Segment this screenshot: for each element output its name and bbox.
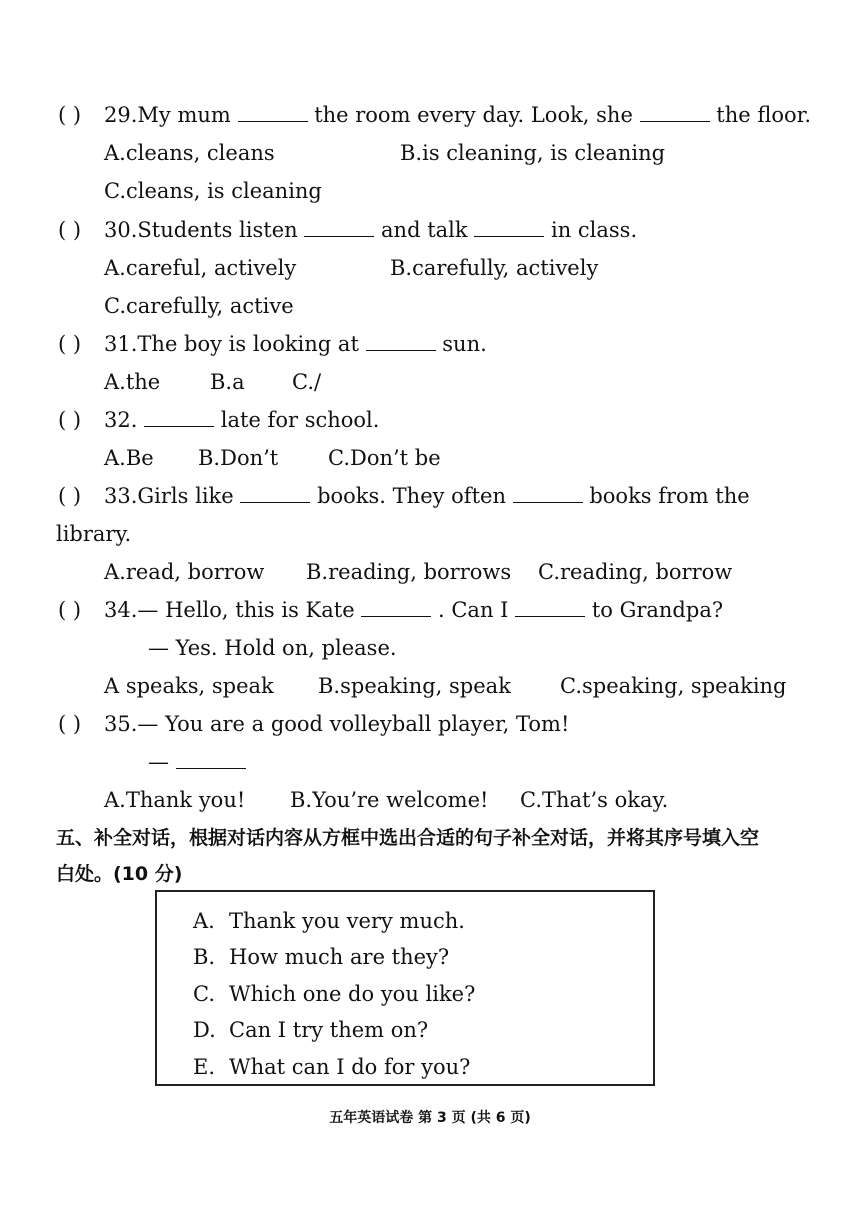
option-a: A.read, borrow xyxy=(104,560,265,584)
option-c: C./ xyxy=(292,370,322,394)
options-row xyxy=(0,136,860,170)
question-34-reply xyxy=(0,631,860,665)
box-option-text: How much are they? xyxy=(229,945,450,969)
box-option-c xyxy=(193,977,475,1011)
question-35 xyxy=(0,707,860,741)
box-option-text: What can I do for you? xyxy=(229,1055,471,1079)
question-stem: — Hello, this is Kate xyxy=(137,598,355,622)
options-row xyxy=(0,251,860,285)
answer-blank xyxy=(515,596,585,617)
box-option-letter: C. xyxy=(193,982,215,1006)
box-option-text: Can I try them on? xyxy=(229,1018,429,1042)
question-stem: . Can I xyxy=(438,598,509,622)
question-stem: library. xyxy=(56,522,132,546)
option-a: A.Thank you! xyxy=(104,788,246,812)
question-stem: the room every day. Look, she xyxy=(314,103,633,127)
question-stem: Students listen xyxy=(137,218,298,242)
box-option-text: Thank you very much. xyxy=(229,909,465,933)
question-number: 29. xyxy=(104,103,138,127)
question-35-reply xyxy=(0,745,860,779)
option-b: B.reading, borrows xyxy=(306,560,512,584)
answer-blank xyxy=(361,596,431,617)
box-option-text: Which one do you like? xyxy=(229,982,476,1006)
answer-bracket: ( ) xyxy=(58,484,82,508)
box-option-e xyxy=(193,1050,470,1084)
box-option-letter: A. xyxy=(193,909,215,933)
option-c: C.cleans, is cleaning xyxy=(104,179,322,203)
option-a: A speaks, speak xyxy=(104,674,274,698)
answer-bracket: ( ) xyxy=(58,332,82,356)
box-option-b xyxy=(193,940,449,974)
box-option-letter: D. xyxy=(193,1018,216,1042)
options-row xyxy=(0,555,860,589)
question-stem: the floor. xyxy=(716,103,812,127)
answer-blank xyxy=(304,216,374,237)
question-stem: and talk xyxy=(381,218,468,242)
question-stem: — Yes. Hold on, please. xyxy=(148,636,397,660)
answer-blank xyxy=(640,101,710,122)
question-34 xyxy=(0,593,860,627)
options-row xyxy=(0,441,860,475)
answer-blank xyxy=(474,216,544,237)
question-stem: to Grandpa? xyxy=(591,598,724,622)
answer-blank xyxy=(176,748,246,769)
option-a: A.the xyxy=(104,370,161,394)
option-a: A.careful, actively xyxy=(104,256,297,280)
answer-bracket: ( ) xyxy=(58,103,82,127)
answer-bracket: ( ) xyxy=(58,598,82,622)
question-number: 31. xyxy=(104,332,138,356)
question-stem: in class. xyxy=(550,218,638,242)
answer-blank xyxy=(513,482,583,503)
option-c: C.speaking, speaking xyxy=(560,674,787,698)
option-a: A.cleans, cleans xyxy=(104,141,275,165)
options-row xyxy=(0,365,860,399)
question-stem: My mum xyxy=(137,103,231,127)
answer-blank xyxy=(366,330,436,351)
option-b: B.a xyxy=(210,370,245,394)
question-stem: — xyxy=(148,750,169,774)
option-b: B.carefully, actively xyxy=(390,256,599,280)
question-29 xyxy=(0,98,860,132)
option-c: C.That’s okay. xyxy=(520,788,669,812)
question-stem: sun. xyxy=(442,332,487,356)
answer-blank xyxy=(238,101,308,122)
answer-bracket: ( ) xyxy=(58,712,82,736)
box-option-letter: E. xyxy=(193,1055,216,1079)
options-box xyxy=(155,890,655,1086)
answer-bracket: ( ) xyxy=(58,218,82,242)
option-a: A.Be xyxy=(104,446,154,470)
question-stem: Girls like xyxy=(137,484,234,508)
question-stem: late for school. xyxy=(220,408,380,432)
option-b: B.Don’t xyxy=(198,446,279,470)
question-stem: — You are a good volleyball player, Tom! xyxy=(137,712,570,736)
page-footer: 五年英语试卷 第 3 页 (共 6 页) xyxy=(329,1110,531,1126)
question-32 xyxy=(0,403,860,437)
section-heading-cont: 白处。(10 分) xyxy=(56,863,183,885)
options-row xyxy=(0,289,860,323)
question-31 xyxy=(0,327,860,361)
question-stem: The boy is looking at xyxy=(137,332,359,356)
answer-blank xyxy=(240,482,310,503)
option-c: C.Don’t be xyxy=(328,446,441,470)
box-option-letter: B. xyxy=(193,945,216,969)
question-number: 34. xyxy=(104,598,138,622)
box-option-d xyxy=(193,1013,428,1047)
section-heading: 五、补全对话，根据对话内容从方框中选出合适的句子补全对话，并将其序号填入空 xyxy=(56,827,760,849)
option-b: B.speaking, speak xyxy=(318,674,511,698)
box-option-a xyxy=(193,904,465,938)
option-c: C.reading, borrow xyxy=(538,560,733,584)
options-row xyxy=(0,669,860,703)
question-number: 32. xyxy=(104,408,138,432)
options-row xyxy=(0,174,860,208)
question-stem: books from the xyxy=(589,484,750,508)
question-30 xyxy=(0,213,860,247)
question-stem: books. They often xyxy=(317,484,506,508)
answer-bracket: ( ) xyxy=(58,408,82,432)
question-number: 30. xyxy=(104,218,138,242)
question-33 xyxy=(0,479,860,513)
options-row xyxy=(0,783,860,817)
answer-blank xyxy=(144,406,214,427)
option-b: B.is cleaning, is cleaning xyxy=(400,141,666,165)
option-c: C.carefully, active xyxy=(104,294,294,318)
option-b: B.You’re welcome! xyxy=(290,788,489,812)
question-number: 33. xyxy=(104,484,138,508)
question-33-wrap xyxy=(0,517,860,551)
question-number: 35. xyxy=(104,712,138,736)
